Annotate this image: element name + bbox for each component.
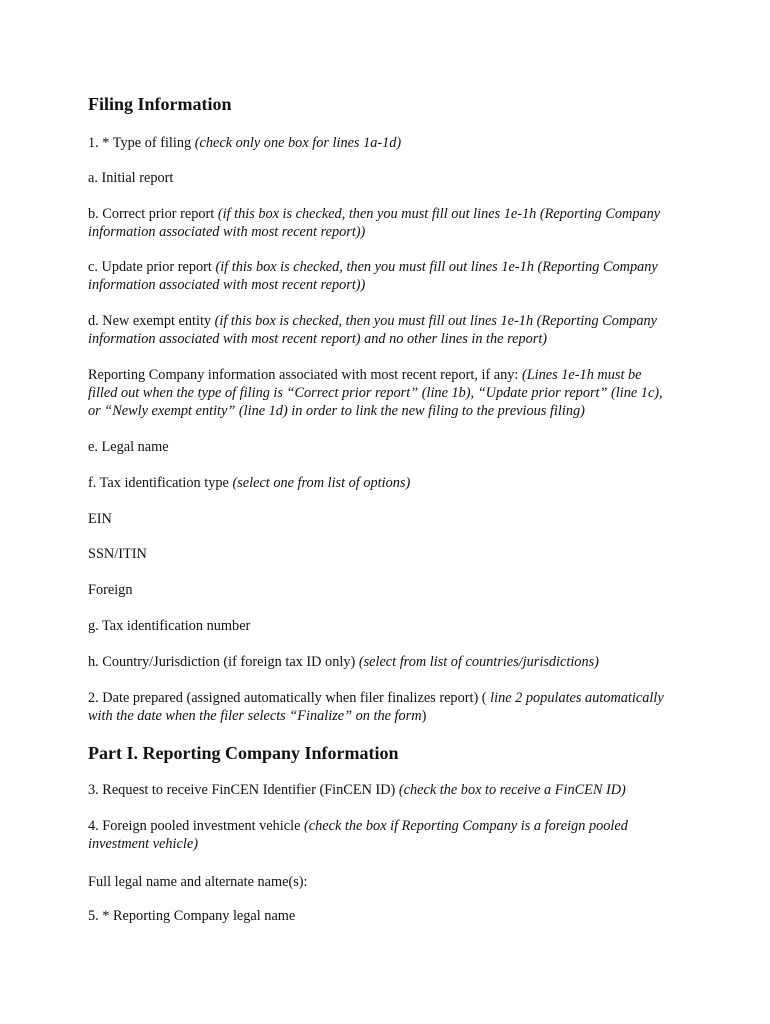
instruction: (if this box is checked, then you must fill out lines 1e-1h (Reporting Company information associated with most recent report) and no other lines in the report) xyxy=(88,313,657,347)
line-1d-new-exempt-entity xyxy=(88,312,673,348)
closing-paren: ) xyxy=(421,708,427,724)
label: a. Initial report xyxy=(88,170,174,186)
label: EIN xyxy=(88,511,112,527)
line-4-foreign-pooled-vehicle xyxy=(88,817,673,853)
line-5-legal-name xyxy=(88,907,673,925)
label: 1. * Type of filing xyxy=(88,135,195,151)
label: e. Legal name xyxy=(88,439,169,455)
label: 4. Foreign pooled investment vehicle xyxy=(88,818,304,834)
label: 5. * Reporting Company legal name xyxy=(88,908,296,924)
label: SSN/ITIN xyxy=(88,546,147,562)
label: Reporting Company information associated with most recent report, if any: xyxy=(88,367,522,383)
instruction: (if this box is checked, then you must fill out lines 1e-1h (Reporting Company information associated with most recent report)) xyxy=(88,206,661,240)
label: 3. Request to receive FinCEN Identifier (FinCEN ID) xyxy=(88,782,399,798)
label: b. Correct prior report xyxy=(88,206,218,222)
section-heading-part-1: Part I. Reporting Company Information xyxy=(88,743,399,763)
label: Foreign xyxy=(88,582,133,598)
instruction: (if this box is checked, then you must fill out lines 1e-1h (Reporting Company information associated with most recent report)) xyxy=(88,259,658,293)
section-heading-filing-information: Filing Information xyxy=(88,94,232,114)
instruction: (check only one box for lines 1a-1d) xyxy=(194,135,402,151)
line-1c-update-prior-report xyxy=(88,258,673,294)
instruction: line 2 populates automatically with the date when the filer selects “Finalize” on the form xyxy=(88,690,664,724)
reporting-company-prior-info xyxy=(88,366,673,420)
line-1e-legal-name xyxy=(88,438,673,456)
instruction: (Lines 1e-1h must be filled out when the type of filing is “Correct prior report” (line 1b), “Update prior report” (line 1c), or “Newly exempt entity” (line 1d) in order to link the new filing to the previous filing) xyxy=(88,367,663,419)
instruction: (check the box to receive a FinCEN ID) xyxy=(398,782,626,798)
line-3-fincen-id-request xyxy=(88,781,673,799)
label: c. Update prior report xyxy=(88,259,216,275)
label: 2. Date prepared (assigned automatically when filer finalizes report) ( xyxy=(88,690,491,706)
option-foreign xyxy=(88,581,673,599)
line-1b-correct-prior-report xyxy=(88,205,673,241)
line-1-type-of-filing xyxy=(88,134,673,152)
label: f. Tax identification type xyxy=(88,475,233,491)
label: g. Tax identification number xyxy=(88,618,251,634)
instruction: (select from list of countries/jurisdictions) xyxy=(358,654,599,670)
label: d. New exempt entity xyxy=(88,313,215,329)
line-2-date-prepared xyxy=(88,689,673,725)
line-1g-tax-id-number xyxy=(88,617,673,635)
label: Full legal name and alternate name(s): xyxy=(88,874,308,890)
label: h. Country/Jurisdiction (if foreign tax ID only) xyxy=(88,654,359,670)
line-1h-country-jurisdiction xyxy=(88,653,673,671)
instruction: (check the box if Reporting Company is a foreign pooled investment vehicle) xyxy=(88,818,628,852)
option-ssn-itin xyxy=(88,545,673,563)
full-legal-name-heading xyxy=(88,873,673,891)
line-1f-tax-id-type xyxy=(88,474,673,492)
instruction: (select one from list of options) xyxy=(232,475,411,491)
option-ein xyxy=(88,510,673,528)
line-1a-initial-report xyxy=(88,169,673,187)
